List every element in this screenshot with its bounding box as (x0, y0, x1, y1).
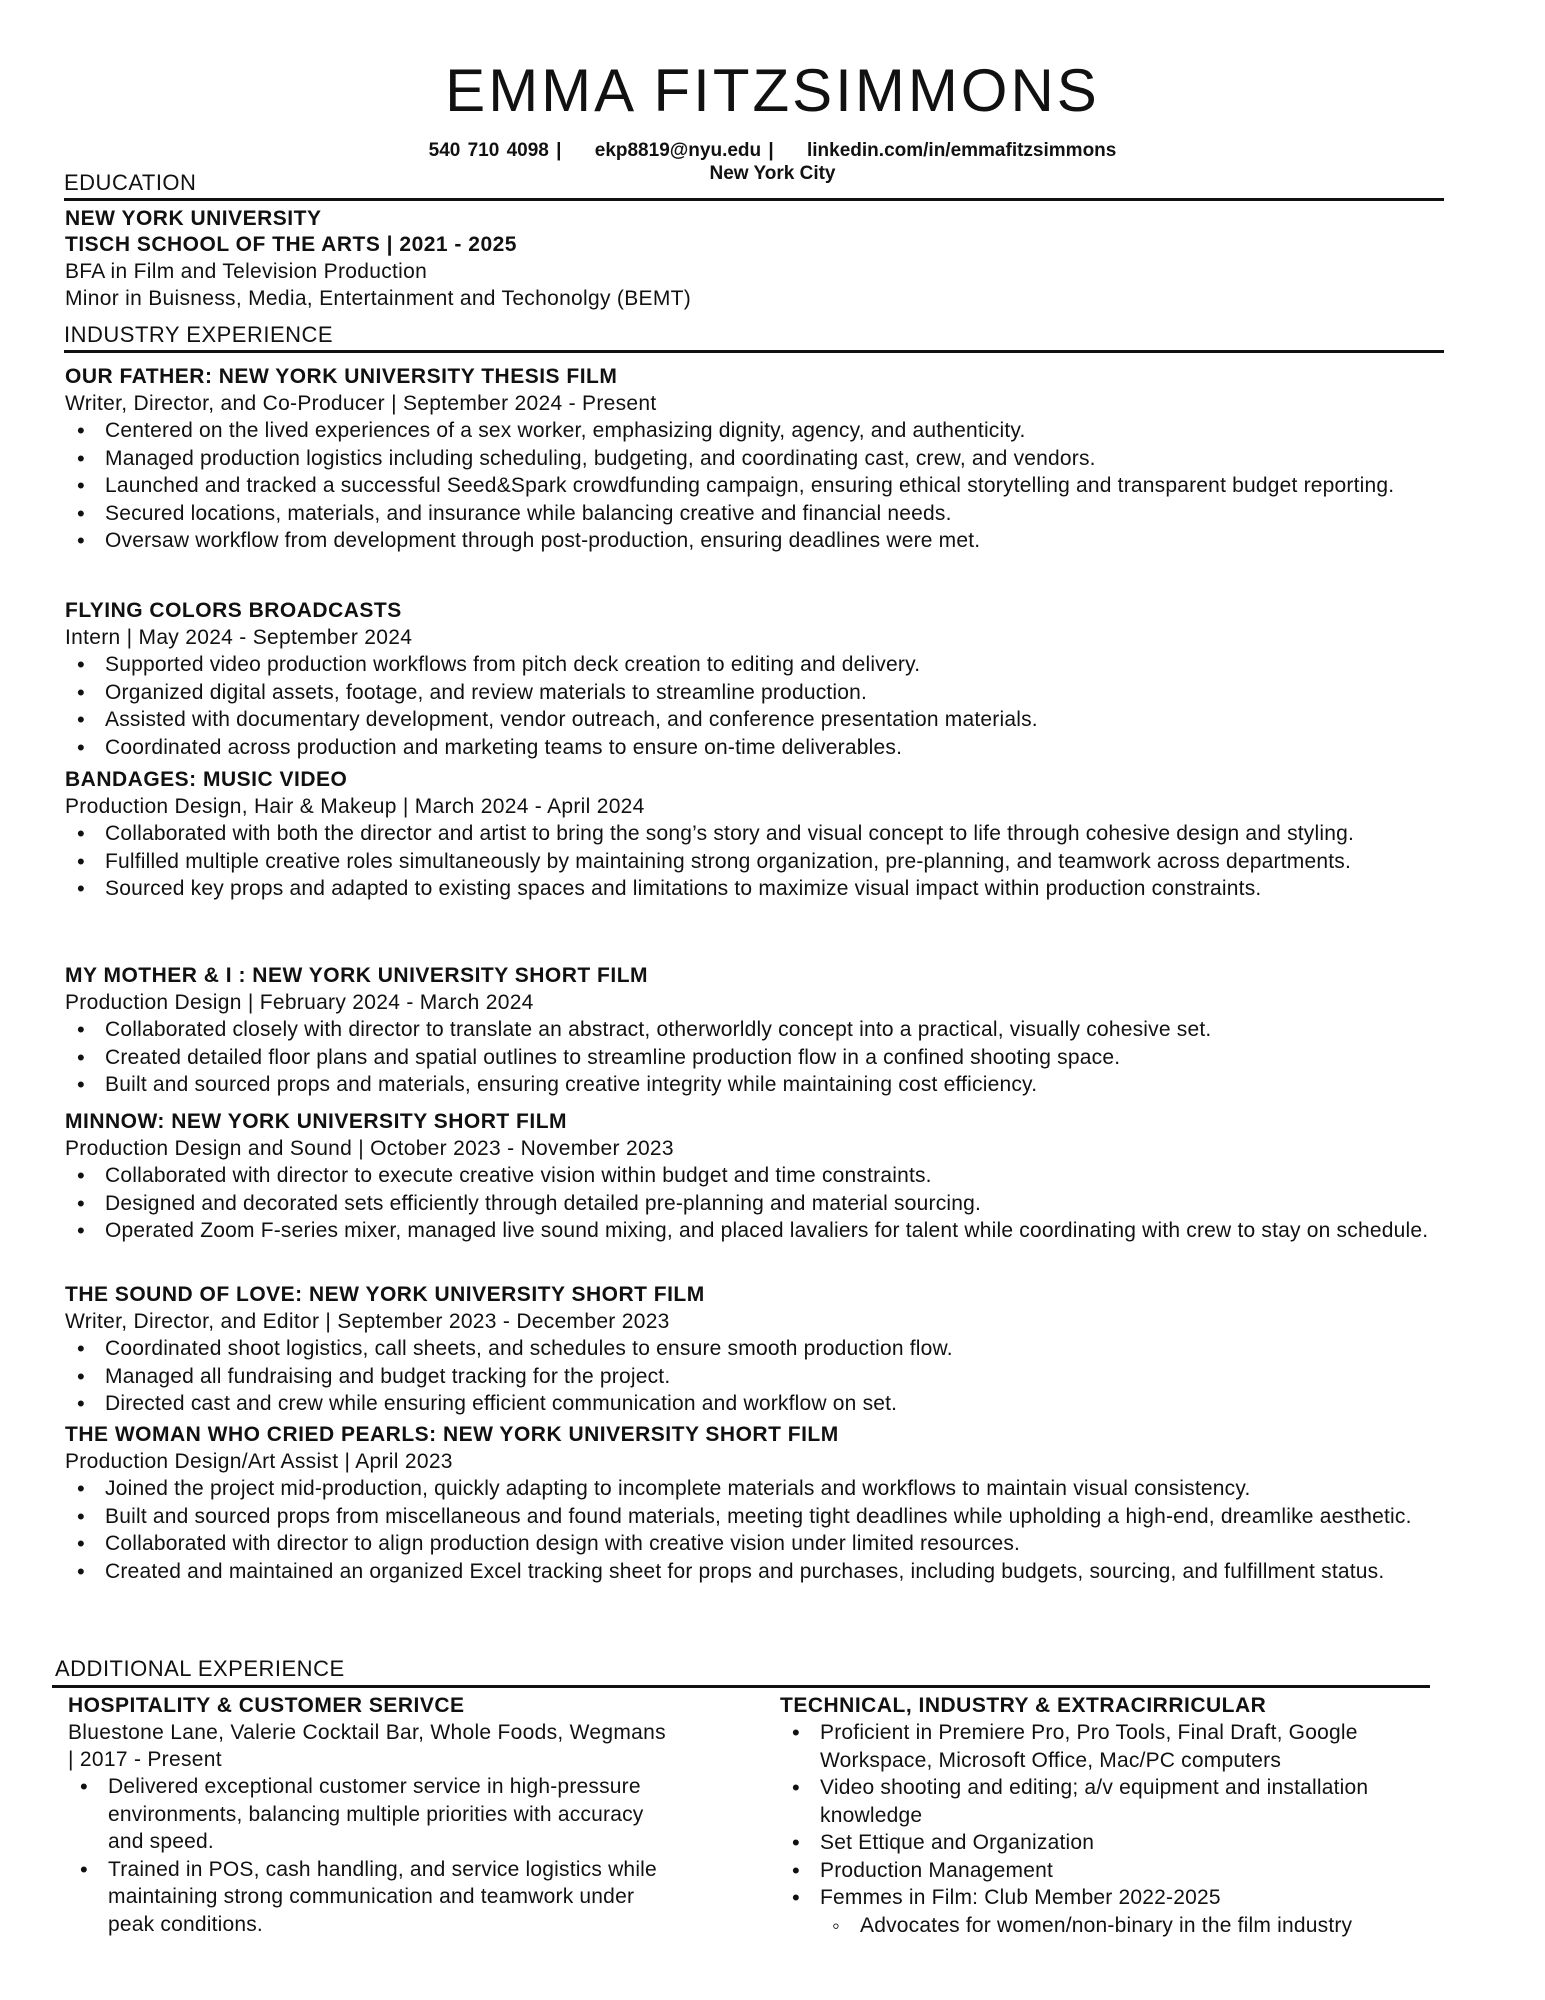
entry-role: Production Design and Sound | October 2023 - November 2023 (65, 1137, 674, 1160)
entry-bullets (65, 1335, 1465, 1418)
entry-role: Production Design/Art Assist | April 2023 (65, 1450, 453, 1473)
entry-title: THE WOMAN WHO CRIED PEARLS: NEW YORK UNIVERSITY SHORT FILM (65, 1423, 839, 1446)
entry-title: OUR FATHER: NEW YORK UNIVERSITY THESIS FILM (65, 365, 618, 388)
bullet-item: • Directed cast and crew while ensuring efficient communication and workflow on set. (65, 1390, 1465, 1418)
contact-line (0, 140, 1545, 162)
bullet-item: • Collaborated with director to align production design with creative vision under limited resources. (65, 1530, 1465, 1558)
bullet-item: • Fulfilled multiple creative roles simultaneously by maintaining strong organization, pre-planning, and teamwork across departments. (65, 848, 1465, 876)
bullet-item: • Joined the project mid-production, quickly adapting to incomplete materials and workflows to maintain visual consistency. (65, 1475, 1465, 1503)
bullet-item: • Operated Zoom F-series mixer, managed live sound mixing, and placed lavaliers for talent while coordinating with crew to stay on schedule. (65, 1217, 1465, 1245)
entry-role: Writer, Director, and Co-Producer | September 2024 - Present (65, 392, 657, 415)
bullet-item: • Assisted with documentary development, vendor outreach, and conference presentation materials. (65, 706, 1465, 734)
bullet-item: • Sourced key props and adapted to existing spaces and limitations to maximize visual impact within production constraints. (65, 875, 1465, 903)
bullet-item: • Managed production logistics including scheduling, budgeting, and coordinating cast, crew, and vendors. (65, 445, 1465, 473)
bullet-item: • Collaborated with director to execute creative vision within budget and time constraints. (65, 1162, 1465, 1190)
entry-role: Production Design | February 2024 - March 2024 (65, 991, 534, 1014)
entry-role: Bluestone Lane, Valerie Cocktail Bar, Whole Foods, Wegmans | 2017 - Present (68, 1721, 666, 1771)
entry-title: MINNOW: NEW YORK UNIVERSITY SHORT FILM (65, 1110, 568, 1133)
additional-heading: ADDITIONAL EXPERIENCE (55, 1656, 345, 1681)
bullet-item: • Collaborated closely with director to translate an abstract, otherworldly concept into a practical, visually cohesive set. (65, 1016, 1465, 1044)
bullet-item: • Coordinated across production and marketing teams to ensure on-time deliverables. (65, 734, 1465, 762)
experience-entry (65, 1282, 1465, 1418)
location: New York City (709, 163, 836, 184)
bullet-item: • Production Management (780, 1857, 1460, 1885)
additional-rule (52, 1685, 1430, 1688)
industry-heading: INDUSTRY EXPERIENCE (64, 322, 334, 347)
technical-column (780, 1693, 1460, 1939)
entry-bullets (65, 1162, 1465, 1245)
bullet-item: • Built and sourced props and materials, ensuring creative integrity while maintaining cost efficiency. (65, 1071, 1465, 1099)
entry-bullets (65, 820, 1465, 903)
bullet-item: • Created detailed floor plans and spatial outlines to streamline production flow in a confined shooting space. (65, 1044, 1465, 1072)
entry-bullets (780, 1719, 1460, 1939)
entry-bullets (65, 651, 1465, 761)
entry-bullets (65, 1475, 1465, 1585)
bullet-item: • Created and maintained an organized Excel tracking sheet for props and purchases, including budgets, sourcing, and fulfillment status. (65, 1558, 1465, 1586)
entry-bullets (65, 417, 1465, 555)
minor: Minor in Buisness, Media, Entertainment and Techonolgy (BEMT) (65, 287, 692, 310)
linkedin-url: linkedin.com/in/emmafitzsimmons (807, 140, 1117, 161)
entry-title: THE SOUND OF LOVE: NEW YORK UNIVERSITY SHORT FILM (65, 1283, 705, 1306)
education-section (65, 206, 1465, 312)
entry-bullets (68, 1773, 668, 1938)
bullet-item: • Trained in POS, cash handling, and service logistics while maintaining strong communication and teamwork under peak conditions. (68, 1856, 668, 1939)
entry-bullets (65, 1016, 1465, 1099)
phone-number: 540 710 4098 | (428, 140, 562, 161)
sub-bullet-item: ◦ Advocates for women/non-binary in the film industry (780, 1912, 1460, 1940)
candidate-name: EMMA FITZSIMMONS (445, 57, 1100, 124)
degree: BFA in Film and Television Production (65, 260, 428, 283)
education-rule (64, 198, 1444, 201)
education-heading: EDUCATION (64, 170, 197, 195)
bullet-item: • Oversaw workflow from development through post-production, ensuring deadlines were met. (65, 527, 1465, 555)
email-address: ekp8819@nyu.edu | (594, 140, 774, 161)
school-name: NEW YORK UNIVERSITY (65, 207, 322, 230)
bullet-item: • Supported video production workflows from pitch deck creation to editing and delivery. (65, 651, 1465, 679)
bullet-item: • Delivered exceptional customer service in high-pressure environments, balancing multiple priorities with accuracy and speed. (68, 1773, 668, 1856)
entry-role: Writer, Director, and Editor | September 2023 - December 2023 (65, 1310, 670, 1333)
college-name: TISCH SCHOOL OF THE ARTS | 2021 - 2025 (65, 233, 517, 256)
entry-role: Intern | May 2024 - September 2024 (65, 626, 413, 649)
entry-title: FLYING COLORS BROADCASTS (65, 599, 402, 622)
bullet-item: • Femmes in Film: Club Member 2022-2025 (780, 1884, 1460, 1912)
experience-entry (65, 963, 1465, 1099)
bullet-item: • Organized digital assets, footage, and review materials to streamline production. (65, 679, 1465, 707)
bullet-item: • Launched and tracked a successful Seed&Spark crowdfunding campaign, ensuring ethical storytelling and transparent budget reporting. (65, 472, 1465, 500)
bullet-item: • Video shooting and editing; a/v equipment and installation knowledge (780, 1774, 1460, 1829)
industry-rule (64, 350, 1444, 353)
hospitality-column (68, 1693, 668, 1938)
entry-role: Production Design, Hair & Makeup | March 2024 - April 2024 (65, 795, 645, 818)
bullet-item: • Centered on the lived experiences of a sex worker, emphasizing dignity, agency, and authenticity. (65, 417, 1465, 445)
bullet-item: • Coordinated shoot logistics, call sheets, and schedules to ensure smooth production flow. (65, 1335, 1465, 1363)
experience-entry (65, 1422, 1465, 1585)
bullet-item: • Managed all fundraising and budget tracking for the project. (65, 1363, 1465, 1391)
bullet-item: • Set Ettique and Organization (780, 1829, 1460, 1857)
bullet-item: • Proficient in Premiere Pro, Pro Tools, Final Draft, Google Workspace, Microsoft Office, Mac/PC computers (780, 1719, 1460, 1774)
bullet-item: • Designed and decorated sets efficiently through detailed pre-planning and material sourcing. (65, 1190, 1465, 1218)
experience-entry (65, 1109, 1465, 1245)
experience-entry (65, 598, 1465, 761)
experience-entry (65, 767, 1465, 903)
bullet-item: • Built and sourced props from miscellaneous and found materials, meeting tight deadlines while upholding a high-end, dreamlike aesthetic. (65, 1503, 1465, 1531)
experience-entry (65, 364, 1465, 555)
bullet-item: • Collaborated with both the director and artist to bring the song’s story and visual concept to life through cohesive design and styling. (65, 820, 1465, 848)
entry-title: TECHNICAL, INDUSTRY & EXTRACIRRICULAR (780, 1694, 1267, 1717)
entry-title: HOSPITALITY & CUSTOMER SERIVCE (68, 1694, 465, 1717)
entry-title: BANDAGES: MUSIC VIDEO (65, 768, 348, 791)
bullet-item: • Secured locations, materials, and insurance while balancing creative and financial needs. (65, 500, 1465, 528)
entry-title: MY MOTHER & I : NEW YORK UNIVERSITY SHORT FILM (65, 964, 649, 987)
